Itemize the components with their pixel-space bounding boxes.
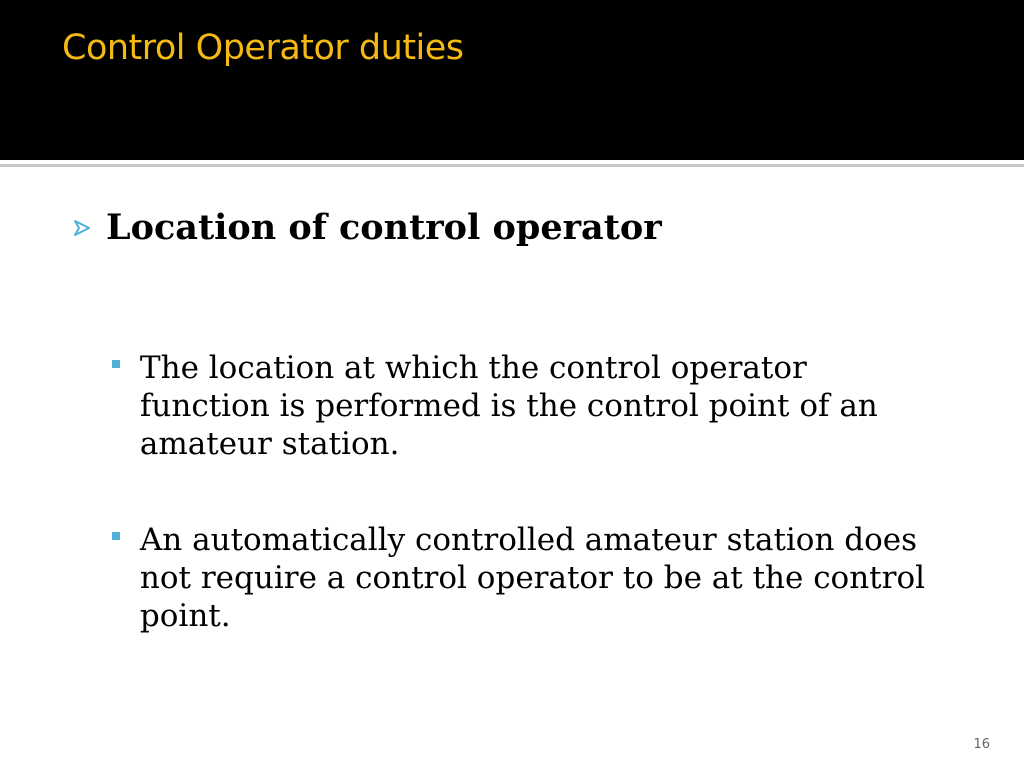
bullet-text: An automatically controlled amateur station does not require a control operator to be at the control point. — [139, 522, 926, 634]
list-item — [108, 521, 938, 635]
title-bar — [0, 0, 1024, 160]
heading-item — [72, 205, 972, 251]
square-bullet-icon — [108, 521, 140, 559]
page-number: 16 — [973, 737, 990, 752]
square-bullet-icon — [108, 349, 140, 387]
arrow-bullet-icon — [72, 205, 106, 251]
list-item — [108, 349, 938, 463]
title-underline — [0, 164, 1024, 167]
slide-content — [72, 205, 972, 634]
slide-title: Control Operator duties — [62, 28, 464, 68]
section-heading: Location of control operator — [106, 207, 662, 248]
bullet-text: The location at which the control operator function is performed is the control point of an amateur station. — [139, 350, 878, 462]
